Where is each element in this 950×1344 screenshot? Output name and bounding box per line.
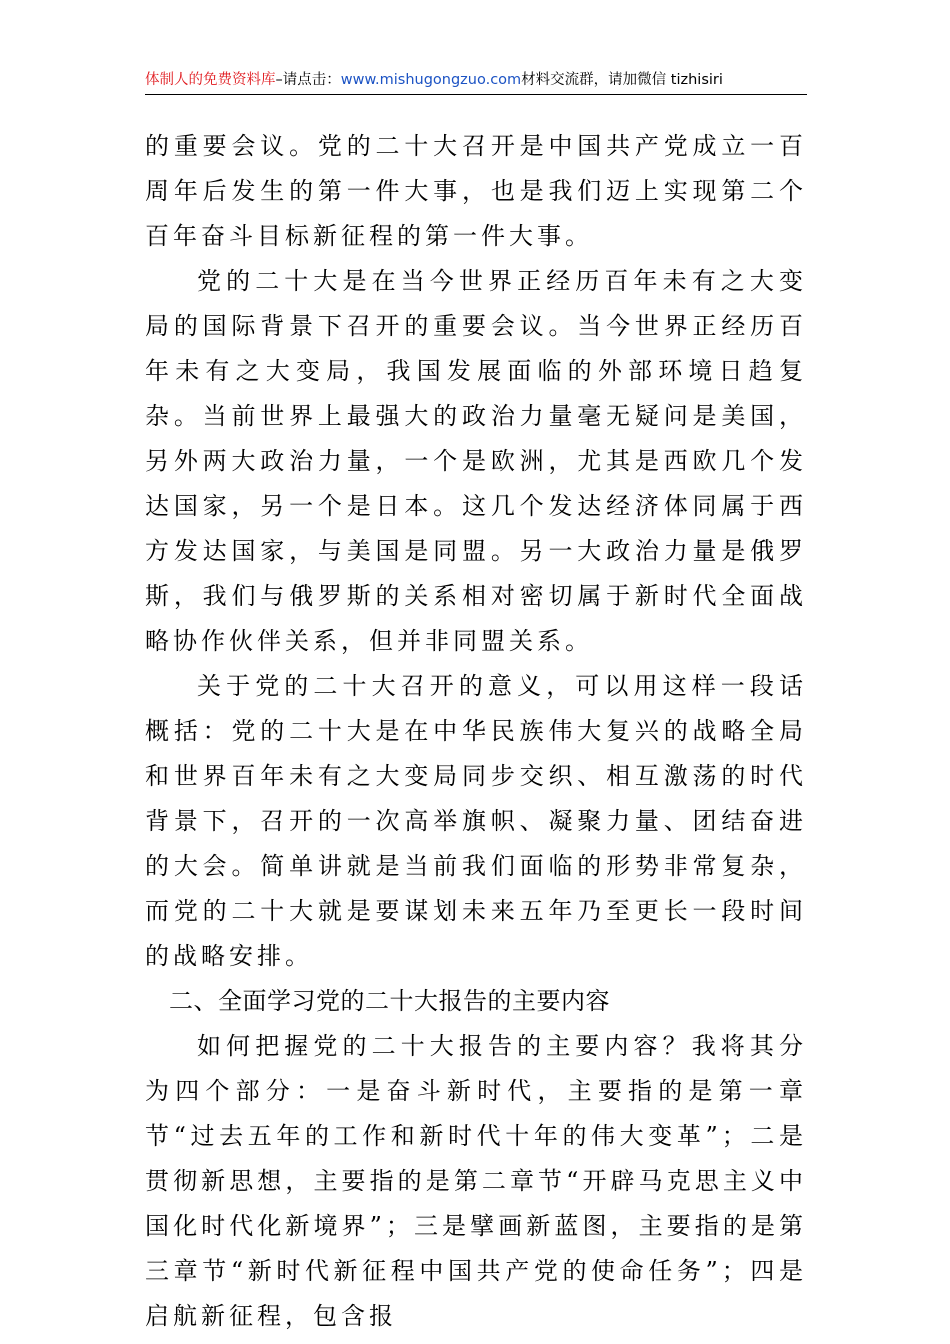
header-brand-text: 体制人的免费资料库 bbox=[145, 72, 276, 88]
header-click-prompt: –请点击： bbox=[275, 72, 341, 88]
paragraph-2: 党的二十大是在当今世界正经历百年未有之大变局的国际背景下召开的重要会议。当今世界正经历百年未有之大变局，我国发展面临的外部环境日趋复杂。当前世界上最强大的政治力量毫无疑问是美国，另外两大政治力量，一个是欧洲，尤其是西欧几个发达国家，另一个是日本。这几个发达经济体同属于西方发达国家，与美国是同盟。另一大政治力量是俄罗斯，我们与俄罗斯的关系相对密切属于新时代全面战略协作伙伴关系，但并非同盟关系。 bbox=[145, 267, 807, 655]
document-body bbox=[145, 124, 807, 1339]
section-heading: 二、全面学习党的二十大报告的主要内容 bbox=[169, 987, 610, 1015]
header-website-link[interactable]: www.mishugongzuo.com bbox=[340, 72, 522, 88]
paragraph-4: 如何把握党的二十大报告的主要内容？我将其分为四个部分：一是奋斗新时代，主要指的是第一章节“过去五年的工作和新时代十年的伟大变革”；二是贯彻新思想，主要指的是第二章节“开辟马克思主义中国化时代化新境界”；三是擘画新蓝图，主要指的是第三章节“新时代新征程中国共产党的使命任务”；四是启航新征程，包含报 bbox=[145, 1032, 807, 1330]
paragraph-3: 关于党的二十大召开的意义，可以用这样一段话概括：党的二十大是在中华民族伟大复兴的战略全局和世界百年未有之大变局同步交织、相互激荡的时代背景下，召开的一次高举旗帜、凝聚力量、团结奋进的大会。简单讲就是当前我们面临的形势非常复杂，而党的二十大就是要谋划未来五年乃至更长一段时间的战略安排。 bbox=[145, 672, 807, 970]
header-wechat-note: 材料交流群，请加微信 tizhisiri bbox=[521, 72, 723, 88]
paragraph-1: 的重要会议。党的二十大召开是中国共产党成立一百周年后发生的第一件大事，也是我们迈上实现第二个百年奋斗目标新征程的第一件大事。 bbox=[145, 132, 807, 250]
page-header bbox=[145, 68, 807, 95]
